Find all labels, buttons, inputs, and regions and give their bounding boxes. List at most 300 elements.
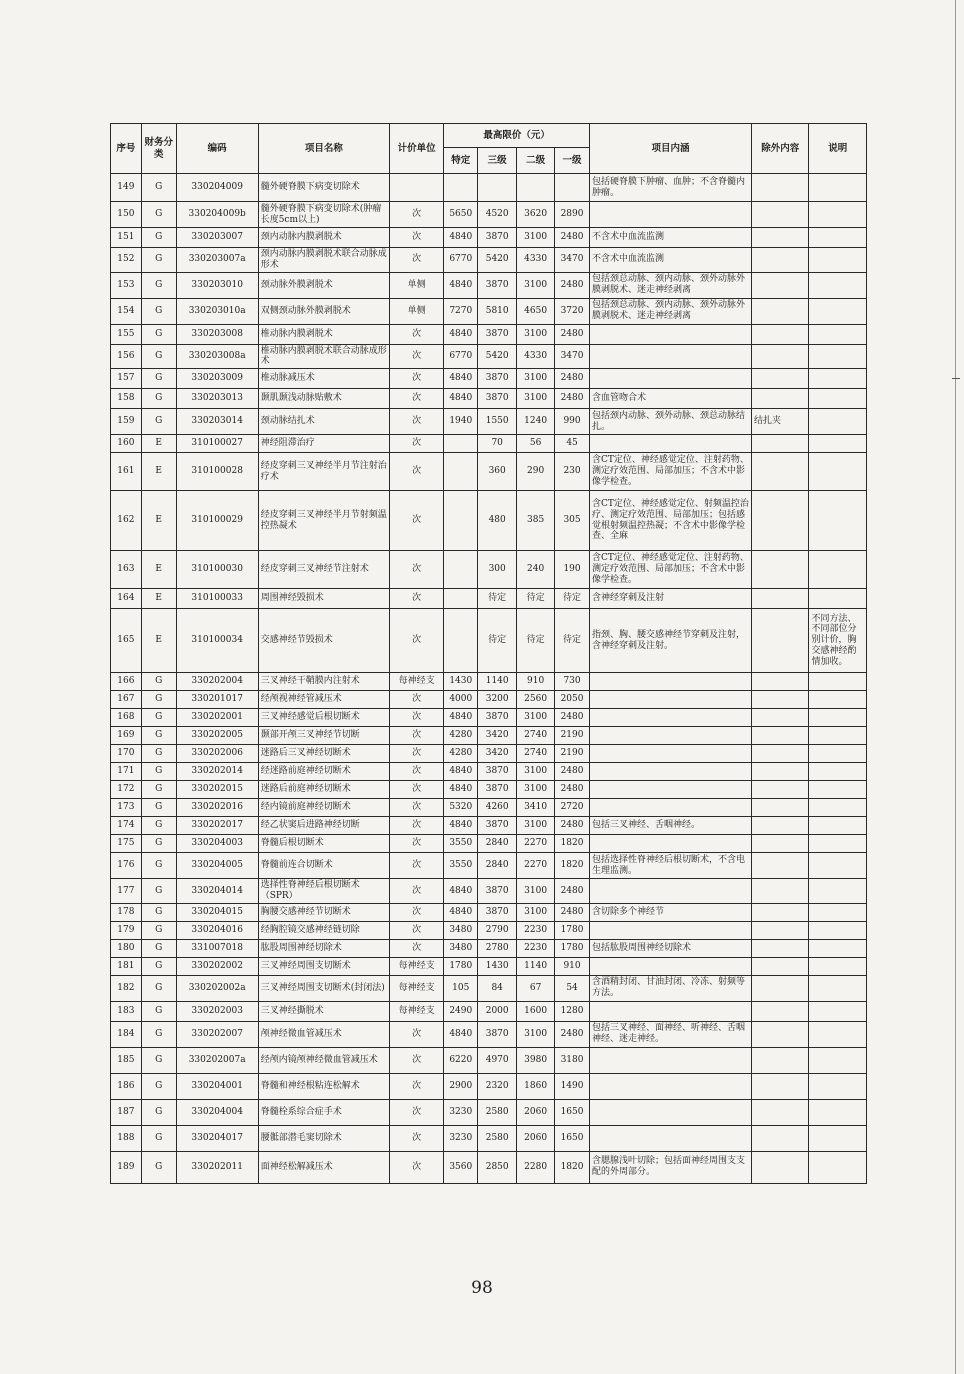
cell-code: 330202006 — [176, 745, 258, 763]
cell-seq: 152 — [111, 248, 142, 273]
table-row — [111, 709, 867, 727]
cell-name: 三叉神经撕脱术 — [258, 1001, 389, 1021]
cell-seq: 156 — [111, 344, 142, 369]
cell-seq: 166 — [111, 673, 142, 691]
header-price-level3: 三级 — [478, 148, 517, 174]
cell-note — [809, 691, 867, 709]
cell-content: 不含术中血流监测 — [589, 228, 751, 248]
cell-sp: 105 — [444, 975, 478, 1001]
cell-p3: 3420 — [478, 727, 517, 745]
cell-p1: 2480 — [555, 781, 590, 799]
table-row — [111, 781, 867, 799]
cell-code: 330202004 — [176, 673, 258, 691]
cell-code: 330203009 — [176, 369, 258, 389]
cell-p1: 3470 — [555, 344, 590, 369]
cell-cat: G — [141, 298, 176, 324]
cell-p3: 3870 — [478, 781, 517, 799]
cell-p2: 2740 — [517, 745, 555, 763]
cell-p3: 5810 — [478, 298, 517, 324]
cell-sp: 3480 — [444, 921, 478, 939]
cell-code: 330203008a — [176, 344, 258, 369]
cell-note — [809, 1047, 867, 1073]
cell-seq: 189 — [111, 1151, 142, 1183]
cell-sp: 4280 — [444, 727, 478, 745]
cell-seq: 162 — [111, 491, 142, 551]
cell-unit: 次 — [389, 551, 443, 589]
price-table — [110, 123, 867, 1184]
cell-name: 面神经松解减压术 — [258, 1151, 389, 1183]
cell-content: 含神经穿刺及注射 — [589, 589, 751, 609]
cell-p1: 2480 — [555, 903, 590, 921]
cell-p1: 2720 — [555, 799, 590, 817]
cell-name: 三叉神经周围支切断术(封闭法) — [258, 975, 389, 1001]
cell-p1: 2480 — [555, 763, 590, 781]
cell-unit: 次 — [389, 491, 443, 551]
cell-p1: 3720 — [555, 298, 590, 324]
cell-content — [589, 709, 751, 727]
cell-p1: 2480 — [555, 228, 590, 248]
cell-sp — [444, 435, 478, 453]
cell-seq: 170 — [111, 745, 142, 763]
cell-p1: 1780 — [555, 921, 590, 939]
cell-unit: 次 — [389, 389, 443, 409]
cell-p3: 3870 — [478, 389, 517, 409]
cell-content — [589, 344, 751, 369]
cell-p2: 3100 — [517, 369, 555, 389]
cell-cat: G — [141, 174, 176, 202]
cell-code: 330204009 — [176, 174, 258, 202]
cell-cat: G — [141, 1021, 176, 1047]
cell-p1: 1820 — [555, 835, 590, 853]
table-row — [111, 551, 867, 589]
cell-cat: E — [141, 609, 176, 673]
cell-note — [809, 1073, 867, 1099]
cell-p1: 1780 — [555, 939, 590, 957]
cell-p1: 3180 — [555, 1047, 590, 1073]
cell-p3: 待定 — [478, 609, 517, 673]
cell-p3: 2320 — [478, 1073, 517, 1099]
cell-p3: 480 — [478, 491, 517, 551]
cell-p1: 305 — [555, 491, 590, 551]
cell-p2: 待定 — [517, 589, 555, 609]
table-row — [111, 344, 867, 369]
cell-sp — [444, 491, 478, 551]
cell-unit: 次 — [389, 609, 443, 673]
cell-sp: 4840 — [444, 389, 478, 409]
cell-p2: 3100 — [517, 817, 555, 835]
cell-p3: 4970 — [478, 1047, 517, 1073]
cell-content — [589, 921, 751, 939]
table-row — [111, 691, 867, 709]
cell-code: 330204001 — [176, 1073, 258, 1099]
cell-code: 330202005 — [176, 727, 258, 745]
cell-unit: 次 — [389, 228, 443, 248]
cell-sp: 5320 — [444, 799, 478, 817]
cell-sp: 2490 — [444, 1001, 478, 1021]
cell-unit: 次 — [389, 202, 443, 228]
cell-excl — [752, 1099, 809, 1125]
cell-sp: 2900 — [444, 1073, 478, 1099]
cell-seq: 173 — [111, 799, 142, 817]
cell-name: 肱股周围神经切除术 — [258, 939, 389, 957]
cell-unit: 次 — [389, 763, 443, 781]
cell-sp: 4840 — [444, 324, 478, 344]
cell-p1: 3470 — [555, 248, 590, 273]
cell-p1: 2190 — [555, 745, 590, 763]
cell-sp: 7270 — [444, 298, 478, 324]
cell-name: 脊髓和神经根粘连松解术 — [258, 1073, 389, 1099]
cell-name: 经乙状窦后进路神经切断 — [258, 817, 389, 835]
cell-content: 包括颈总动脉、颈内动脉、颈外动脉外膜剥脱术、迷走神经剥离 — [589, 298, 751, 324]
cell-code: 310100027 — [176, 435, 258, 453]
cell-sp: 4840 — [444, 272, 478, 298]
cell-unit: 每神经支 — [389, 957, 443, 975]
cell-p1: 1650 — [555, 1125, 590, 1151]
cell-code: 330203007a — [176, 248, 258, 273]
table-row — [111, 202, 867, 228]
cell-p3: 3870 — [478, 763, 517, 781]
table-row — [111, 435, 867, 453]
cell-seq: 181 — [111, 957, 142, 975]
cell-code: 330204015 — [176, 903, 258, 921]
table-row — [111, 174, 867, 202]
cell-cat: G — [141, 228, 176, 248]
cell-p2: 2230 — [517, 939, 555, 957]
cell-name: 腰骶部潜毛窦切除术 — [258, 1125, 389, 1151]
cell-name: 脊髓栓系综合症手术 — [258, 1099, 389, 1125]
cell-cat: G — [141, 763, 176, 781]
cell-p2: 240 — [517, 551, 555, 589]
cell-cat: E — [141, 589, 176, 609]
cell-p2: 910 — [517, 673, 555, 691]
table-row — [111, 727, 867, 745]
cell-note — [809, 975, 867, 1001]
cell-sp: 4280 — [444, 745, 478, 763]
cell-cat: G — [141, 1099, 176, 1125]
cell-note — [809, 1021, 867, 1047]
cell-code: 330202014 — [176, 763, 258, 781]
cell-sp: 5650 — [444, 202, 478, 228]
cell-cat: G — [141, 1073, 176, 1099]
cell-p2: 290 — [517, 453, 555, 491]
cell-p1: 2480 — [555, 389, 590, 409]
table-row — [111, 1125, 867, 1151]
cell-note — [809, 799, 867, 817]
cell-p2: 3100 — [517, 903, 555, 921]
cell-p1: 2890 — [555, 202, 590, 228]
cell-content — [589, 1001, 751, 1021]
table-row — [111, 853, 867, 879]
cell-unit: 次 — [389, 727, 443, 745]
table-row — [111, 272, 867, 298]
cell-excl — [752, 835, 809, 853]
cell-cat: G — [141, 799, 176, 817]
cell-excl — [752, 1151, 809, 1183]
cell-sp: 4840 — [444, 709, 478, 727]
cell-content — [589, 835, 751, 853]
cell-p3: 3200 — [478, 691, 517, 709]
cell-content: 包括硬脊膜下肿瘤、血肿；不含脊髓内肿瘤。 — [589, 174, 751, 202]
cell-seq: 165 — [111, 609, 142, 673]
cell-p1 — [555, 174, 590, 202]
cell-content — [589, 673, 751, 691]
cell-seq: 155 — [111, 324, 142, 344]
cell-unit: 次 — [389, 799, 443, 817]
cell-p3: 1550 — [478, 409, 517, 435]
cell-note — [809, 835, 867, 853]
cell-code: 330202007a — [176, 1047, 258, 1073]
cell-excl — [752, 921, 809, 939]
cell-note — [809, 389, 867, 409]
cell-content — [589, 369, 751, 389]
cell-excl — [752, 228, 809, 248]
cell-note — [809, 174, 867, 202]
cell-excl — [752, 435, 809, 453]
cell-content: 指颈、胸、腰交感神经节穿刺及注射，含神经穿刺及注射。 — [589, 609, 751, 673]
cell-name: 交感神经节毁损术 — [258, 609, 389, 673]
table-row — [111, 369, 867, 389]
cell-seq: 180 — [111, 939, 142, 957]
cell-cat: G — [141, 1151, 176, 1183]
cell-p2: 4330 — [517, 248, 555, 273]
cell-excl — [752, 817, 809, 835]
cell-p3: 3870 — [478, 1021, 517, 1047]
cell-seq: 153 — [111, 272, 142, 298]
cell-excl — [752, 879, 809, 904]
cell-unit: 次 — [389, 745, 443, 763]
cell-p1: 730 — [555, 673, 590, 691]
cell-code: 330203010a — [176, 298, 258, 324]
table-row — [111, 903, 867, 921]
cell-content — [589, 1073, 751, 1099]
table-row — [111, 389, 867, 409]
cell-p1: 1650 — [555, 1099, 590, 1125]
cell-unit: 次 — [389, 409, 443, 435]
cell-unit: 次 — [389, 324, 443, 344]
cell-content: 包括颈内动脉、颈外动脉、颈总动脉结扎。 — [589, 409, 751, 435]
cell-excl — [752, 727, 809, 745]
cell-sp: 3550 — [444, 835, 478, 853]
cell-content — [589, 202, 751, 228]
cell-name: 迷路后前庭神经切断术 — [258, 781, 389, 799]
cell-cat: G — [141, 835, 176, 853]
table-row — [111, 248, 867, 273]
cell-p1: 2480 — [555, 324, 590, 344]
cell-cat: E — [141, 435, 176, 453]
cell-unit — [389, 174, 443, 202]
cell-p2: 3100 — [517, 781, 555, 799]
header-price-special: 特定 — [444, 148, 478, 174]
cell-seq: 176 — [111, 853, 142, 879]
cell-sp: 6770 — [444, 248, 478, 273]
cell-unit: 次 — [389, 369, 443, 389]
cell-cat: G — [141, 202, 176, 228]
cell-cat: G — [141, 853, 176, 879]
cell-p3: 3420 — [478, 745, 517, 763]
cell-sp: 3480 — [444, 939, 478, 957]
cell-cat: G — [141, 939, 176, 957]
cell-sp: 3560 — [444, 1151, 478, 1183]
cell-code: 331007018 — [176, 939, 258, 957]
cell-p1: 2480 — [555, 879, 590, 904]
cell-p2: 3100 — [517, 228, 555, 248]
cell-name: 经迷路前庭神经切断术 — [258, 763, 389, 781]
cell-excl — [752, 799, 809, 817]
cell-sp: 1430 — [444, 673, 478, 691]
cell-excl — [752, 957, 809, 975]
cell-excl — [752, 248, 809, 273]
cell-excl — [752, 781, 809, 799]
cell-name: 胸腰交感神经节切断术 — [258, 903, 389, 921]
cell-note — [809, 551, 867, 589]
cell-note — [809, 673, 867, 691]
cell-cat: G — [141, 272, 176, 298]
cell-code: 330203008 — [176, 324, 258, 344]
cell-name: 经皮穿刺三叉神经半月节注射治疗术 — [258, 453, 389, 491]
table-row — [111, 745, 867, 763]
cell-p1: 待定 — [555, 589, 590, 609]
cell-name: 经内镜前庭神经切断术 — [258, 799, 389, 817]
cell-seq: 177 — [111, 879, 142, 904]
cell-code: 330203010 — [176, 272, 258, 298]
cell-p1: 待定 — [555, 609, 590, 673]
cell-note — [809, 409, 867, 435]
cell-sp: 4840 — [444, 817, 478, 835]
cell-unit: 次 — [389, 248, 443, 273]
cell-seq: 183 — [111, 1001, 142, 1021]
cell-p1: 2050 — [555, 691, 590, 709]
cell-code: 330201017 — [176, 691, 258, 709]
cell-seq: 161 — [111, 453, 142, 491]
header-category: 财务分类 — [141, 124, 176, 174]
cell-note — [809, 1001, 867, 1021]
cell-seq: 158 — [111, 389, 142, 409]
cell-cat: G — [141, 1047, 176, 1073]
cell-seq: 175 — [111, 835, 142, 853]
cell-seq: 159 — [111, 409, 142, 435]
cell-p3: 2840 — [478, 853, 517, 879]
cell-note — [809, 453, 867, 491]
cell-seq: 168 — [111, 709, 142, 727]
cell-p3: 300 — [478, 551, 517, 589]
header-code: 编码 — [176, 124, 258, 174]
cell-p3: 70 — [478, 435, 517, 453]
cell-code: 330203007 — [176, 228, 258, 248]
cell-unit: 次 — [389, 709, 443, 727]
cell-seq: 188 — [111, 1125, 142, 1151]
cell-p3: 2840 — [478, 835, 517, 853]
cell-code: 310100034 — [176, 609, 258, 673]
cell-name: 脊髓前连合切断术 — [258, 853, 389, 879]
cell-sp: 4000 — [444, 691, 478, 709]
cell-code: 330202015 — [176, 781, 258, 799]
cell-p1: 2190 — [555, 727, 590, 745]
cell-name: 颈内动脉内膜剥脱术联合动脉成形术 — [258, 248, 389, 273]
cell-sp: 6220 — [444, 1047, 478, 1073]
cell-note — [809, 939, 867, 957]
cell-code: 330204005 — [176, 853, 258, 879]
cell-excl — [752, 903, 809, 921]
cell-cat: G — [141, 389, 176, 409]
cell-p2: 3100 — [517, 324, 555, 344]
cell-p1: 54 — [555, 975, 590, 1001]
cell-p2: 3410 — [517, 799, 555, 817]
cell-seq: 167 — [111, 691, 142, 709]
cell-content — [589, 799, 751, 817]
header-unit: 计价单位 — [389, 124, 443, 174]
cell-cat: G — [141, 409, 176, 435]
header-item-name: 项目名称 — [258, 124, 389, 174]
cell-unit: 每神经支 — [389, 975, 443, 1001]
cell-p2: 2060 — [517, 1125, 555, 1151]
cell-seq: 157 — [111, 369, 142, 389]
cell-content: 含切除多个神经节 — [589, 903, 751, 921]
cell-unit: 次 — [389, 781, 443, 799]
cell-code: 310100033 — [176, 589, 258, 609]
cell-p3: 2000 — [478, 1001, 517, 1021]
cell-p1: 910 — [555, 957, 590, 975]
header-price-group: 最高限价（元） — [444, 124, 590, 148]
cell-name: 经颅内镜颅神经微血管减压术 — [258, 1047, 389, 1073]
cell-p3: 4520 — [478, 202, 517, 228]
table-row — [111, 799, 867, 817]
cell-code: 330203013 — [176, 389, 258, 409]
cell-code: 310100029 — [176, 491, 258, 551]
cell-unit: 次 — [389, 1151, 443, 1183]
cell-p2: 2740 — [517, 727, 555, 745]
cell-code: 330204004 — [176, 1099, 258, 1125]
cell-excl — [752, 763, 809, 781]
table-row — [111, 817, 867, 835]
cell-p3: 3870 — [478, 879, 517, 904]
cell-unit: 单侧 — [389, 298, 443, 324]
cell-p3: 待定 — [478, 589, 517, 609]
cell-sp: 4840 — [444, 763, 478, 781]
header-price-level1: 一级 — [555, 148, 590, 174]
cell-name: 神经阻滞治疗 — [258, 435, 389, 453]
cell-name: 三叉神经感觉后根切断术 — [258, 709, 389, 727]
cell-p2: 2270 — [517, 853, 555, 879]
cell-sp: 4840 — [444, 879, 478, 904]
table-row — [111, 228, 867, 248]
cell-p3: 2790 — [478, 921, 517, 939]
cell-p1: 1820 — [555, 853, 590, 879]
cell-p2: 56 — [517, 435, 555, 453]
cell-content: 含CT定位、神经感觉定位、射频温控治疗、测定疗效范围、局部加压；包括感觉根射频温控热凝；不含术中影像学检查、全麻 — [589, 491, 751, 551]
table-row — [111, 763, 867, 781]
cell-content — [589, 745, 751, 763]
table-row — [111, 453, 867, 491]
cell-content — [589, 435, 751, 453]
cell-note — [809, 817, 867, 835]
cell-name: 颈动脉外膜剥脱术 — [258, 272, 389, 298]
cell-cat: G — [141, 344, 176, 369]
cell-unit: 次 — [389, 921, 443, 939]
cell-cat: E — [141, 453, 176, 491]
cell-content — [589, 1125, 751, 1151]
cell-code: 330202001 — [176, 709, 258, 727]
cell-excl — [752, 975, 809, 1001]
cell-unit: 次 — [389, 1099, 443, 1125]
cell-content — [589, 957, 751, 975]
cell-cat: E — [141, 491, 176, 551]
header-price-level2: 二级 — [517, 148, 555, 174]
table-row — [111, 409, 867, 435]
cell-code: 330204014 — [176, 879, 258, 904]
cell-name: 脊髓后根切断术 — [258, 835, 389, 853]
table-row — [111, 835, 867, 853]
cell-p1: 1490 — [555, 1073, 590, 1099]
